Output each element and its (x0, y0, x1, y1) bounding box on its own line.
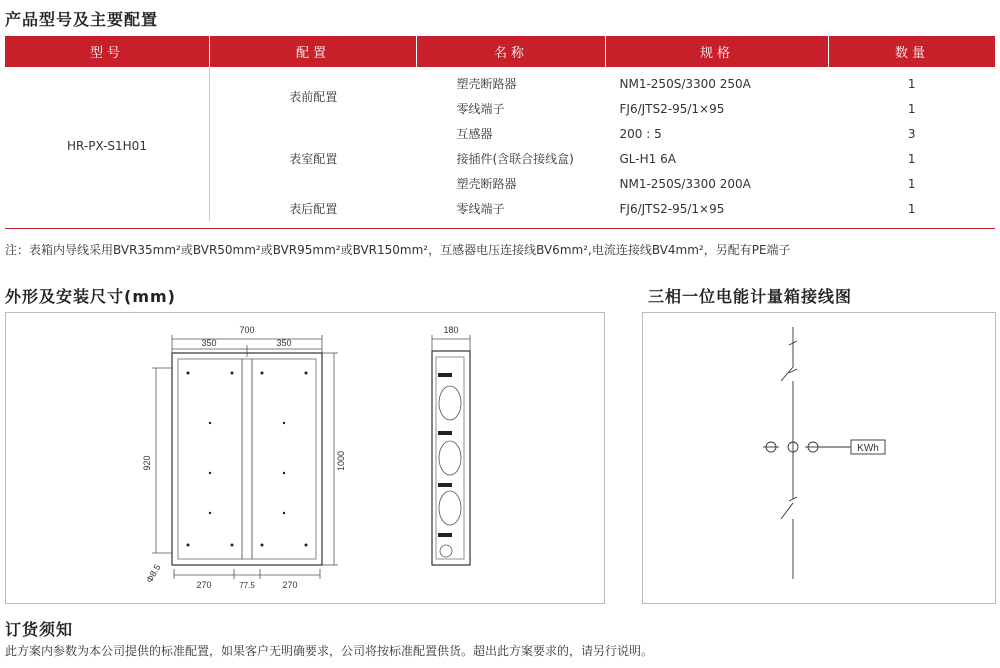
wiring-diagram (643, 313, 995, 603)
table-bottom-rule (5, 228, 995, 229)
kwh-meter-label: KWh (857, 443, 879, 454)
spec-cell: 200 : 5 (619, 126, 662, 141)
qty-cell: 1 (907, 176, 916, 191)
name-cell: 零线端子 (456, 202, 505, 216)
dim-bottom-left: 270 (196, 580, 212, 590)
header-config: 配置 (210, 36, 417, 67)
dim-total-width: 700 (239, 325, 255, 335)
qty-cell: 1 (907, 76, 916, 91)
qty-cell: 1 (907, 151, 916, 166)
spec-cell: FJ6/JTS2-95/1×95 (619, 201, 725, 216)
qty-cell: 3 (907, 126, 916, 141)
wire-note: 注：表箱内导线采用BVR35mm²或BVR50mm²或BVR95mm²或BVR150mm²，互感器电压连接线BV6mm²,电流连接线BV4mm²，另配有PE端子 (5, 243, 791, 257)
name-cell: 零线端子 (456, 102, 505, 116)
name-cell: 塑壳断路器 (456, 177, 517, 191)
dimension-drawing (6, 313, 604, 603)
dim-bottom-right: 270 (282, 580, 298, 590)
table-header-row (5, 36, 995, 67)
spec-cell: FJ6/JTS2-95/1×95 (619, 101, 725, 116)
order-note: 此方案内参数为本公司提供的标准配置，如果客户无明确要求，公司将按标准配置供货。超出此方案要求的，请另行说明。 (5, 644, 654, 658)
header-qty: 数量 (829, 36, 996, 67)
name-cell: 塑壳断路器 (456, 77, 517, 91)
qty-cell: 1 (907, 101, 916, 116)
spec-cell: NM1-250S/3300 200A (619, 176, 751, 191)
product-config-table (5, 36, 995, 221)
spec-cell: NM1-250S/3300 250A (619, 76, 751, 91)
group-cell-post: 表后配置 (210, 196, 417, 221)
dimension-drawing-panel (5, 312, 605, 604)
dim-left-half: 350 (201, 338, 217, 348)
product-section-title: 产品型号及主要配置 (5, 10, 159, 29)
name-cell: 接插件(含联合接线盒) (456, 152, 574, 166)
order-section-title: 订货须知 (5, 620, 74, 639)
dim-bottom-mid: 77.5 (239, 581, 255, 590)
header-name: 名称 (417, 36, 606, 67)
header-model: 型号 (5, 36, 210, 67)
header-spec: 规格 (606, 36, 829, 67)
name-cell: 互感器 (456, 127, 493, 141)
group-cell-meter: 表室配置 (210, 121, 417, 196)
dim-depth: 180 (443, 325, 459, 335)
dim-outer-height: 1000 (336, 450, 346, 472)
group-cell-pre: 表前配置 (210, 67, 417, 121)
dimension-section-title: 外形及安装尺寸(mm) (5, 287, 176, 306)
wiring-diagram-panel (642, 312, 996, 604)
wiring-section-title: 三相一位电能计量箱接线图 (648, 287, 853, 306)
table-row (5, 67, 995, 96)
model-cell: HR-PX-S1H01 (67, 139, 147, 153)
qty-cell: 1 (907, 201, 916, 216)
dim-hole: Φ8.5 (144, 562, 163, 585)
dim-inner-height: 920 (142, 455, 152, 471)
dim-right-half: 350 (276, 338, 292, 348)
spec-cell: GL-H1 6A (619, 151, 676, 166)
